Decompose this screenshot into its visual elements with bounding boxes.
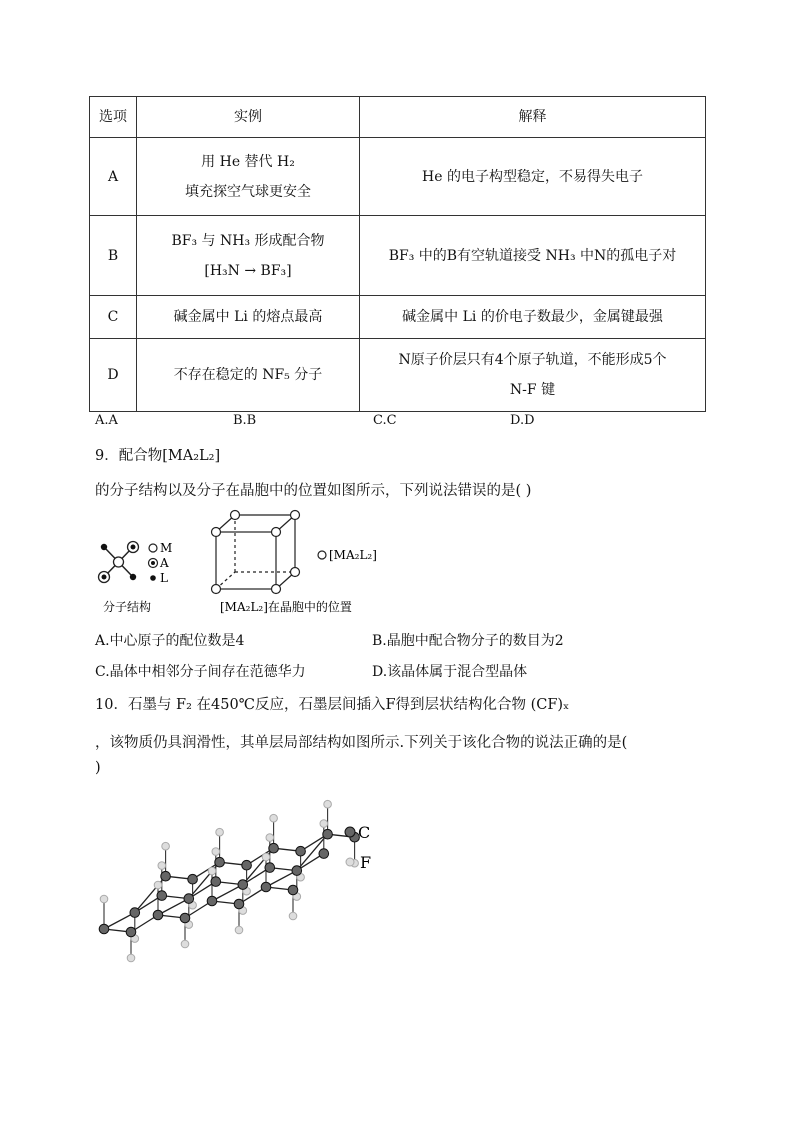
- carbon-atom: [215, 857, 225, 867]
- example-line: 用 He 替代 H₂: [201, 153, 295, 170]
- header-option: 选项: [90, 97, 137, 138]
- row-option: A: [90, 138, 137, 216]
- legend-l-marker: [150, 575, 156, 581]
- carbon-atom: [161, 871, 171, 881]
- carbon-atom: [184, 894, 194, 904]
- carbon-atom: [292, 866, 302, 876]
- cf-layer-structure-diagram: [90, 790, 410, 990]
- example-line: 填充探空气球更安全: [185, 183, 311, 200]
- q9-stem-line1: 9．配合物[MA₂L₂]: [95, 448, 221, 464]
- fluorine-atom: [181, 940, 189, 948]
- legend-f-marker: [346, 858, 354, 866]
- molecule-structure-diagram: [99, 542, 139, 583]
- choice-b[interactable]: B.B: [233, 413, 257, 428]
- carbon-atom: [242, 860, 252, 870]
- cell-molecule: [212, 585, 221, 594]
- fluorine-atom: [289, 912, 297, 920]
- row-option: C: [90, 296, 137, 339]
- question-8-table: [89, 96, 706, 412]
- carbon-atom: [238, 880, 248, 890]
- q10-stem-line2: ，该物质仍具润滑性，其单层局部结构如图所示.下列关于该化合物的说法正确的是(: [95, 735, 628, 751]
- legend-f-label: F: [360, 853, 372, 872]
- row-example: [137, 138, 360, 216]
- caption-molecule-structure: 分子结构: [103, 600, 152, 614]
- table-row: [90, 339, 706, 412]
- header-example: 实例: [137, 97, 360, 138]
- carbon-atom: [323, 829, 333, 839]
- q10-stem-line1: 10．石墨与 F₂ 在450℃反应，石墨层间插入F得到层状结构化合物 (CF)ₓ: [95, 697, 570, 713]
- choice-d[interactable]: D.D: [510, 413, 535, 428]
- row-explanation: [360, 339, 706, 412]
- row-example: 不存在稳定的 NF₅ 分子: [137, 339, 360, 412]
- legend-cell-label: [MA₂L₂]: [329, 548, 377, 562]
- unit-cell-diagram: [216, 515, 295, 589]
- fluorine-atom: [324, 800, 332, 808]
- example-line: [H₃N → BF₃]: [204, 262, 292, 279]
- legend-m-marker: [149, 544, 157, 552]
- legend-m-label: M: [160, 541, 173, 555]
- q9-option-c[interactable]: C.晶体中相邻分子间存在范德华力: [95, 664, 306, 680]
- explanation-line: N-F 键: [509, 382, 556, 398]
- fluorine-atom: [127, 954, 135, 962]
- caption-cell-position: [MA₂L₂]在晶胞中的位置: [220, 600, 352, 614]
- q9-figure: [90, 505, 410, 625]
- carbon-atom: [211, 877, 221, 887]
- cell-molecule: [291, 568, 300, 577]
- carbon-atom: [188, 874, 198, 884]
- ligand-l-atom: [101, 544, 107, 550]
- legend-c-label: C: [358, 823, 371, 842]
- carbon-atom: [130, 908, 140, 918]
- choice-c[interactable]: C.C: [373, 413, 397, 428]
- carbon-atom: [269, 843, 279, 853]
- table-row: [90, 216, 706, 296]
- row-option: B: [90, 216, 137, 296]
- fluorine-atom: [162, 842, 170, 850]
- table-row: [90, 138, 706, 216]
- fluorine-atom: [216, 828, 224, 836]
- fluorine-atom: [212, 848, 220, 856]
- carbon-atom: [99, 924, 109, 934]
- carbon-atom: [319, 849, 329, 859]
- row-explanation: He 的电子构型稳定，不易得失电子: [360, 138, 706, 216]
- q9-option-d[interactable]: D.该晶体属于混合型晶体: [372, 664, 528, 680]
- example-line: BF₃ 与 NH₃ 形成配合物: [171, 232, 325, 249]
- fluorine-atom: [100, 895, 108, 903]
- q9-option-a[interactable]: A.中心原子的配位数是4: [95, 633, 245, 649]
- ligand-l-atom: [130, 574, 136, 580]
- cell-molecule: [272, 585, 281, 594]
- fluorine-atom: [320, 820, 328, 828]
- carbon-atom: [126, 927, 136, 937]
- cell-molecule: [231, 511, 240, 520]
- row-example: 碱金属中 Li 的熔点最高: [137, 296, 360, 339]
- carbon-atom: [180, 913, 190, 923]
- choice-a[interactable]: A.A: [95, 413, 118, 428]
- carbon-atom: [261, 882, 271, 892]
- row-option: D: [90, 339, 137, 412]
- cell-molecule: [272, 528, 281, 537]
- carbon-atom: [234, 899, 244, 909]
- carbon-atom: [157, 891, 167, 901]
- carbon-atom: [265, 863, 275, 873]
- metal-atom-m: [114, 557, 124, 567]
- carbon-atom: [153, 910, 163, 920]
- fluorine-atom: [235, 926, 243, 934]
- row-explanation: 碱金属中 Li 的价电子数最少，金属键最强: [360, 296, 706, 339]
- row-example: [137, 216, 360, 296]
- table-header-row: [90, 97, 706, 138]
- fluorine-atom: [262, 853, 270, 861]
- q9-stem-line2: 的分子结构以及分子在晶胞中的位置如图所示，下列说法错误的是( ): [95, 483, 532, 499]
- fluorine-atom: [158, 862, 166, 870]
- fluorine-atom: [266, 834, 274, 842]
- fluorine-atom: [154, 881, 162, 889]
- cell-molecule: [212, 528, 221, 537]
- legend-cell-marker: [318, 551, 326, 559]
- fluorine-atom: [270, 814, 278, 822]
- header-explanation: 解释: [360, 97, 706, 138]
- q10-stem-line3: ): [95, 760, 101, 776]
- legend-c-marker: [345, 827, 355, 837]
- carbon-atom: [288, 885, 298, 895]
- carbon-atom: [207, 896, 217, 906]
- legend-a-label: A: [160, 556, 169, 570]
- carbon-atom: [296, 846, 306, 856]
- cell-molecule: [291, 511, 300, 520]
- row-explanation: BF₃ 中的B有空轨道接受 NH₃ 中N的孤电子对: [360, 216, 706, 296]
- explanation-line: N原子价层只有4个原子轨道，不能形成5个: [398, 352, 667, 368]
- legend-l-label: L: [160, 571, 168, 585]
- table-row: [90, 296, 706, 339]
- fluorine-atom: [208, 867, 216, 875]
- q9-option-b[interactable]: B.晶胞中配合物分子的数目为2: [372, 633, 564, 649]
